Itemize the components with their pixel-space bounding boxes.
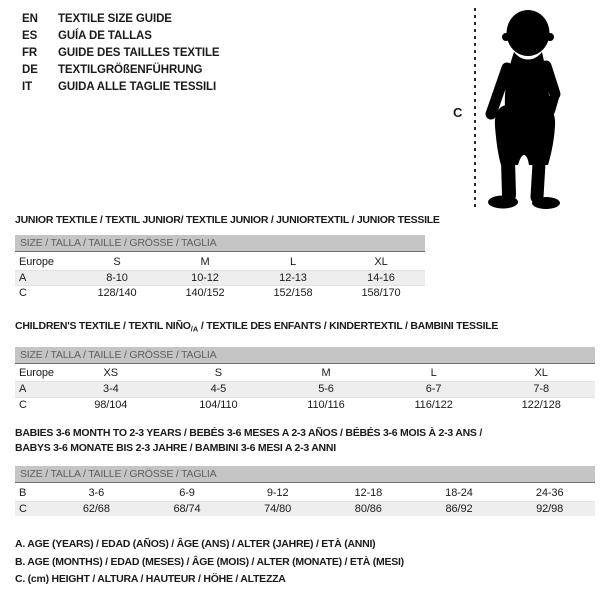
size-header-label: SIZE / TALLA / TAILLE / GRÖSSE / TAGLIA	[20, 348, 217, 361]
cell-value: 74/80	[264, 502, 292, 515]
junior-textile-section	[15, 214, 595, 301]
size-header-label: SIZE / TALLA / TAILLE / GRÖSSE / TAGLIA	[20, 237, 217, 249]
size-header-bar	[15, 466, 595, 483]
cell-value: 128/140	[97, 287, 137, 300]
language-code: IT	[22, 81, 33, 93]
cell-value: 80/86	[354, 502, 382, 515]
table-row-height	[15, 285, 425, 301]
cell-value: 5-6	[318, 383, 334, 396]
row-label: B	[19, 486, 27, 499]
cell-value: 14-16	[367, 271, 395, 284]
cell-value: 86/92	[445, 502, 473, 515]
height-label: C	[453, 105, 463, 120]
cell-value: S	[214, 367, 223, 380]
guide-title-en: TEXTILE SIZE GUIDE	[58, 13, 172, 25]
guide-title-fr: GUIDE DES TAILLES TEXTILE	[58, 47, 220, 59]
cell-value: 140/152	[185, 287, 225, 300]
language-code: ES	[22, 30, 38, 42]
row-label: C	[19, 398, 27, 411]
cell-value: 12-13	[279, 271, 307, 284]
guide-title-de: TEXTILGRÖßENFÜHRUNG	[58, 64, 203, 76]
cell-value: 110/116	[307, 398, 345, 411]
babies-table-rows	[15, 485, 595, 516]
cell-value: 7-8	[533, 383, 549, 396]
legend-footnotes	[15, 536, 404, 589]
table-row-age	[15, 270, 425, 286]
cell-value: 3-6	[88, 486, 105, 499]
title-subscript: /A	[190, 324, 199, 334]
table-row-age	[15, 381, 595, 397]
cell-value: 116/122	[414, 398, 453, 411]
junior-table-rows	[15, 254, 425, 301]
language-code: EN	[22, 13, 38, 25]
cell-value: 3-4	[102, 383, 119, 396]
cell-value: 24-36	[535, 486, 564, 499]
baby-figure	[440, 0, 600, 215]
language-row-es	[22, 28, 220, 45]
cell-value: 6-7	[425, 383, 442, 396]
cell-value: 4-5	[210, 383, 227, 396]
language-row-de	[22, 62, 220, 79]
cell-value: 18-24	[445, 486, 473, 499]
cell-value: S	[113, 255, 121, 268]
cell-value: 8-10	[106, 271, 128, 284]
cell-value: M	[321, 367, 331, 380]
cell-value: 6-9	[179, 486, 195, 499]
cell-value: 158/170	[361, 287, 401, 300]
cell-value: 9-12	[266, 486, 289, 499]
table-row-months	[15, 485, 595, 501]
cell-value: 122/128	[521, 398, 561, 411]
baby-silhouette-icon	[482, 8, 567, 210]
language-code: DE	[22, 64, 38, 76]
title-prefix: CHILDREN'S TEXTILE / TEXTIL NIÑO	[15, 320, 191, 332]
cell-value: 12-18	[354, 486, 383, 499]
cell-value: L	[430, 367, 437, 380]
footnote-b: B. AGE (MONTHS) / EDAD (MESES) / ÂGE (MOIS) / ALTER (MONATE) / ETÀ (MESI)	[15, 555, 404, 568]
cell-value: 68/74	[173, 502, 201, 515]
cell-value: XS	[103, 367, 119, 380]
size-header-label: SIZE / TALLA / TAILLE / GRÖSSE / TAGLIA	[20, 468, 217, 480]
footnote-c: C. (cm) HEIGHT / ALTURA / HAUTEUR / HÖHE / ALTEZZA	[15, 573, 286, 585]
height-measure-dotted-line	[474, 8, 476, 209]
title-suffix: / TEXTILE DES ENFANTS / KINDERTEXTIL / BAMBINI TESSILE	[198, 320, 499, 332]
table-row-europe	[15, 366, 595, 382]
cell-value: 92/98	[536, 502, 564, 515]
cell-value: 104/110	[199, 398, 238, 411]
babies-title-line2: BABYS 3-6 MONATE BIS 2-3 JAHRE / BAMBINI 3-6 MESI A 2-3 ANNI	[15, 441, 336, 454]
cell-value: 10-12	[191, 271, 219, 284]
babies-table-title	[15, 426, 595, 455]
language-row-it	[22, 79, 220, 96]
row-label: Europe	[19, 255, 54, 268]
children-table-rows	[15, 366, 595, 413]
cell-value: 62/68	[82, 502, 110, 515]
cell-value: L	[289, 255, 297, 268]
table-row-europe	[15, 254, 425, 270]
row-label: C	[19, 287, 27, 300]
cell-value: XL	[374, 255, 388, 268]
table-row-height	[15, 397, 595, 413]
junior-table-title: JUNIOR TEXTILE / TEXTIL JUNIOR/ TEXTILE JUNIOR / JUNIORTEXTIL / JUNIOR TESSILE	[15, 214, 440, 226]
children-table-title	[15, 320, 595, 336]
guide-title-es: GUÍA DE TALLAS	[58, 30, 152, 42]
language-code: FR	[22, 47, 38, 59]
size-header-bar	[15, 347, 595, 364]
children-textile-section	[15, 320, 595, 412]
language-header	[22, 11, 220, 96]
cell-value: 98/104	[94, 398, 128, 411]
row-label: A	[19, 383, 27, 396]
cell-value: XL	[534, 367, 548, 380]
language-row-en	[22, 11, 220, 28]
row-label: C	[19, 502, 27, 515]
size-header-bar	[15, 235, 425, 252]
babies-textile-section	[15, 426, 595, 516]
babies-title-line1: BABIES 3-6 MONTH TO 2-3 YEARS / BEBÉS 3-6 MESES A 2-3 AÑOS / BÉBÉS 3-6 MOIS À 2-3 ANS /	[15, 427, 483, 439]
language-row-fr	[22, 45, 220, 62]
guide-title-it: GUIDA ALLE TAGLIE TESSILI	[58, 81, 217, 93]
row-label: A	[19, 271, 27, 284]
footnote-a: A. AGE (YEARS) / EDAD (AÑOS) / ÂGE (ANS) / ALTER (JAHRE) / ETÀ (ANNI)	[15, 538, 376, 550]
cell-value: 152/158	[273, 287, 313, 300]
table-row-height	[15, 501, 595, 517]
row-label: Europe	[19, 367, 54, 380]
cell-value: M	[200, 255, 210, 268]
